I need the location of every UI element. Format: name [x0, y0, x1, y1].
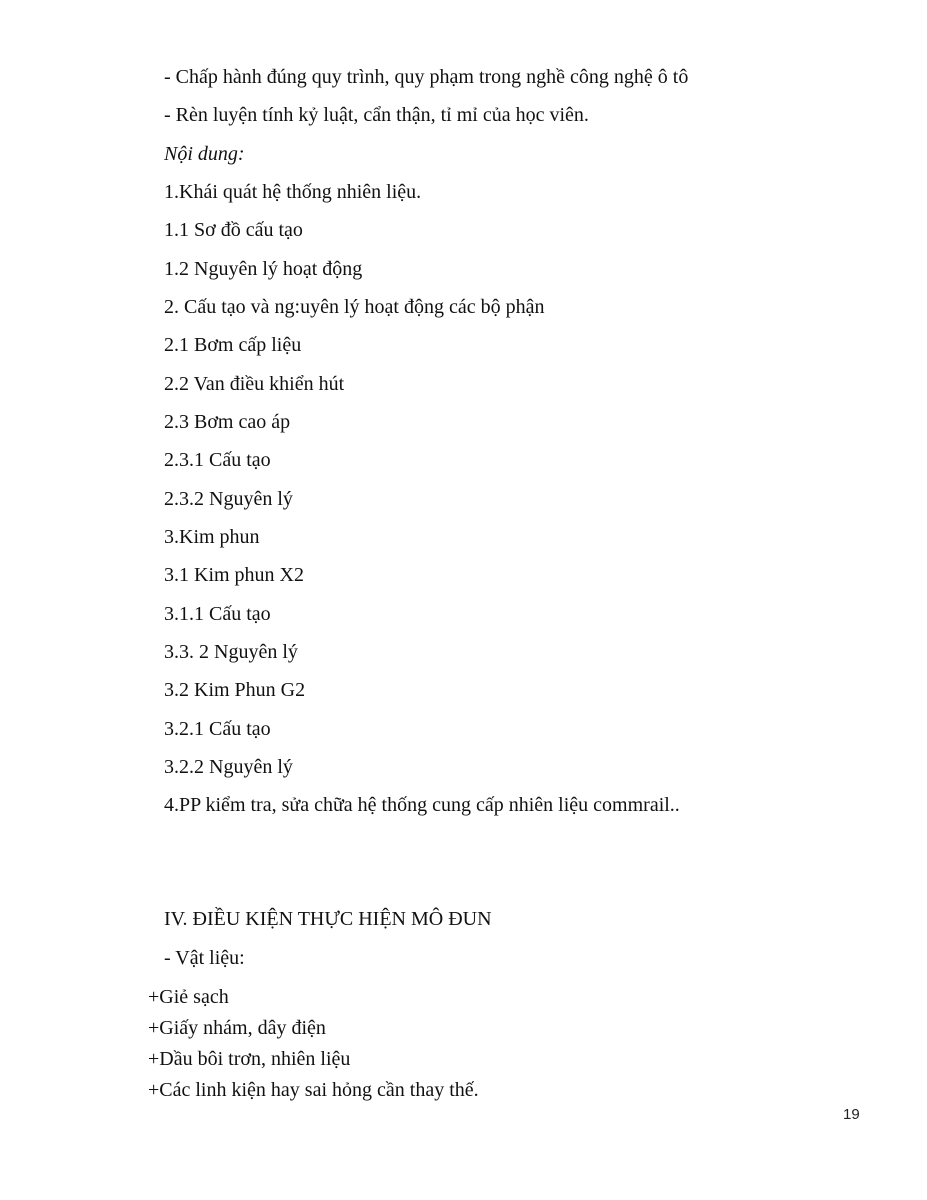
material-item: +Giấy nhám, dây điện: [148, 1017, 326, 1039]
content-item: 2. Cấu tạo và ng:uyên lý hoạt động các bộ phận: [164, 296, 545, 318]
content-item: 2.1 Bơm cấp liệu: [164, 334, 302, 356]
content-item: 3.2 Kim Phun G2: [164, 679, 306, 701]
page-number: 19: [843, 1106, 860, 1123]
content-item: 2.3.2 Nguyên lý: [164, 488, 293, 510]
content-item: 2.3.1 Cấu tạo: [164, 449, 271, 471]
intro-line-1: - Chấp hành đúng quy trình, quy phạm trong nghề công nghệ ô tô: [164, 66, 689, 88]
content-item: 1.Khái quát hệ thống nhiên liệu.: [164, 181, 422, 203]
contents-heading: Nội dung:: [164, 143, 245, 165]
content-item: 3.1 Kim phun X2: [164, 564, 304, 586]
materials-label: - Vật liệu:: [164, 947, 245, 969]
content-item: 1.1 Sơ đồ cấu tạo: [164, 219, 303, 241]
material-item: +Dầu bôi trơn, nhiên liệu: [148, 1048, 351, 1070]
content-item: 4.PP kiểm tra, sửa chữa hệ thống cung cấp nhiên liệu commrail..: [164, 794, 680, 816]
content-item: 3.1.1 Cấu tạo: [164, 603, 271, 625]
content-item: 3.2.1 Cấu tạo: [164, 718, 271, 740]
material-item: +Các linh kiện hay sai hỏng cần thay thế.: [148, 1079, 479, 1101]
content-item: 3.Kim phun: [164, 526, 260, 548]
content-item: 3.2.2 Nguyên lý: [164, 756, 293, 778]
intro-line-2: - Rèn luyện tính kỷ luật, cẩn thận, tỉ mỉ của học viên.: [164, 104, 589, 126]
content-item: 2.2 Van điều khiển hút: [164, 373, 345, 395]
content-item: 2.3 Bơm cao áp: [164, 411, 291, 433]
content-item: 3.3. 2 Nguyên lý: [164, 641, 298, 663]
section-title: IV. ĐIỀU KIỆN THỰC HIỆN MÔ ĐUN: [164, 908, 492, 930]
material-item: +Giẻ sạch: [148, 986, 229, 1008]
content-item: 1.2 Nguyên lý hoạt động: [164, 258, 363, 280]
